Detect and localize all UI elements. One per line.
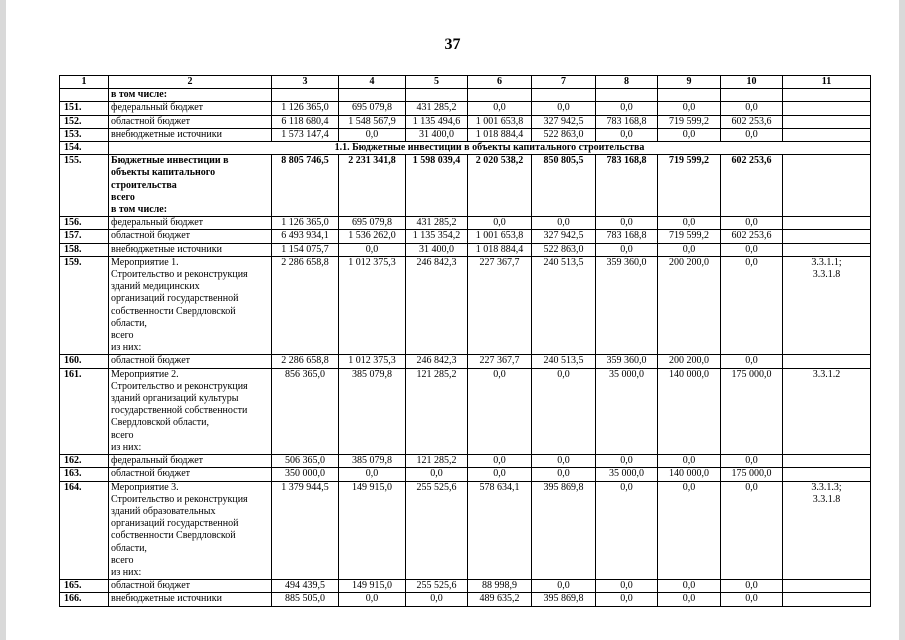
- row-number: 166.: [60, 593, 109, 606]
- value-cell: 0,0: [658, 243, 721, 256]
- value-cell: 8 805 746,5: [272, 155, 339, 217]
- table-row: [60, 142, 871, 155]
- value-cell: 0,0: [658, 580, 721, 593]
- value-cell: 602 253,6: [721, 230, 783, 243]
- value-cell: 431 285,2: [406, 217, 468, 230]
- value-cell: 506 365,0: [272, 455, 339, 468]
- value-cell: 489 635,2: [468, 593, 532, 606]
- row-name: [109, 115, 272, 128]
- value-cell: 2 286 658,8: [272, 355, 339, 368]
- value-cell: 2 020 538,2: [468, 155, 532, 217]
- row-number: 164.: [60, 481, 109, 580]
- value-cell: 88 998,9: [468, 580, 532, 593]
- value-cell: 0,0: [721, 243, 783, 256]
- value-cell: 395 869,8: [532, 593, 596, 606]
- target-ref-line: 3.3.1.8: [812, 493, 841, 505]
- value-cell: [532, 89, 596, 102]
- row-name: [109, 355, 272, 368]
- row-name-line: областной бюджет: [111, 355, 191, 367]
- value-cell: 35 000,0: [596, 368, 658, 454]
- table-row: [60, 455, 871, 468]
- value-cell: 850 805,5: [532, 155, 596, 217]
- value-cell: [721, 89, 783, 102]
- value-cell: 327 942,5: [532, 115, 596, 128]
- value-cell: 2 231 341,8: [339, 155, 406, 217]
- row-name-line: Свердловской области,: [111, 417, 209, 429]
- value-cell: 783 168,8: [596, 230, 658, 243]
- row-name-line: организаций государственной: [111, 293, 239, 305]
- row-name: [109, 230, 272, 243]
- value-cell: 0,0: [596, 102, 658, 115]
- page-number: 37: [444, 36, 461, 53]
- value-cell: 121 285,2: [406, 455, 468, 468]
- value-cell: 0,0: [468, 455, 532, 468]
- row-name: [109, 481, 272, 580]
- row-name-line: области,: [111, 317, 147, 329]
- value-cell: 140 000,0: [658, 468, 721, 481]
- row-name-line: федеральный бюджет: [111, 217, 204, 229]
- value-cell: 0,0: [721, 128, 783, 141]
- value-cell: 1 379 944,5: [272, 481, 339, 580]
- row-name-line: Бюджетные инвестиции в: [111, 155, 229, 167]
- value-cell: 0,0: [339, 243, 406, 256]
- row-number: 162.: [60, 455, 109, 468]
- column-header: 3: [272, 76, 339, 89]
- value-cell: 246 842,3: [406, 355, 468, 368]
- value-cell: 0,0: [339, 593, 406, 606]
- value-cell: 0,0: [721, 217, 783, 230]
- value-cell: 0,0: [596, 217, 658, 230]
- table-row: [60, 217, 871, 230]
- row-name-line: федеральный бюджет: [111, 455, 204, 467]
- value-cell: 149 915,0: [339, 580, 406, 593]
- value-cell: 0,0: [721, 580, 783, 593]
- target-ref: [783, 355, 871, 368]
- value-cell: 0,0: [406, 593, 468, 606]
- row-name-line: областной бюджет: [111, 115, 191, 127]
- value-cell: 0,0: [721, 355, 783, 368]
- column-header: 1: [60, 76, 109, 89]
- row-name-line: Мероприятие 2.: [111, 368, 179, 380]
- row-name: [109, 243, 272, 256]
- budget-table: [59, 75, 871, 607]
- row-number: 159.: [60, 256, 109, 355]
- row-name-line: внебюджетные источники: [111, 128, 222, 140]
- row-name: [109, 102, 272, 115]
- value-cell: 602 253,6: [721, 155, 783, 217]
- value-cell: 0,0: [658, 102, 721, 115]
- row-number: 160.: [60, 355, 109, 368]
- row-number: 154.: [60, 142, 109, 155]
- value-cell: 0,0: [468, 102, 532, 115]
- value-cell: 1 126 365,0: [272, 217, 339, 230]
- value-cell: 494 439,5: [272, 580, 339, 593]
- row-name-line: Строительство и реконструкция: [111, 493, 248, 505]
- value-cell: 522 863,0: [532, 243, 596, 256]
- value-cell: 140 000,0: [658, 368, 721, 454]
- table-row: [60, 155, 871, 217]
- value-cell: [468, 89, 532, 102]
- target-ref-line: 3.3.1.2: [812, 368, 841, 380]
- target-ref: [783, 256, 871, 355]
- table-row: [60, 580, 871, 593]
- value-cell: 1 001 653,8: [468, 230, 532, 243]
- value-cell: 200 200,0: [658, 355, 721, 368]
- row-name: [109, 256, 272, 355]
- row-number: [60, 89, 109, 102]
- value-cell: 31 400,0: [406, 243, 468, 256]
- column-header: 5: [406, 76, 468, 89]
- table-header-row: [60, 76, 871, 89]
- value-cell: 175 000,0: [721, 468, 783, 481]
- value-cell: 695 079,8: [339, 102, 406, 115]
- row-number: 155.: [60, 155, 109, 217]
- row-name-line: зданий организаций культуры: [111, 393, 239, 405]
- value-cell: 578 634,1: [468, 481, 532, 580]
- value-cell: 385 079,8: [339, 368, 406, 454]
- value-cell: 0,0: [721, 102, 783, 115]
- table-row: [60, 368, 871, 454]
- row-name-line: всего: [111, 429, 134, 441]
- target-ref-line: 3.3.1.3;: [811, 481, 842, 493]
- value-cell: 783 168,8: [596, 155, 658, 217]
- row-name-line: организаций государственной: [111, 518, 239, 530]
- value-cell: 0,0: [596, 128, 658, 141]
- target-ref: [783, 89, 871, 102]
- row-name-line: в том числе:: [111, 89, 168, 101]
- row-name-line: всего: [111, 330, 134, 342]
- row-number: 151.: [60, 102, 109, 115]
- value-cell: 0,0: [721, 455, 783, 468]
- column-header: 7: [532, 76, 596, 89]
- row-name-line: строительства: [111, 179, 177, 191]
- row-number: 152.: [60, 115, 109, 128]
- value-cell: 0,0: [721, 593, 783, 606]
- row-name-line: государственной собственности: [111, 405, 248, 417]
- row-name: [109, 217, 272, 230]
- value-cell: 6 493 934,1: [272, 230, 339, 243]
- section-heading: 1.1. Бюджетные инвестиции в объекты капитального строительства: [109, 142, 871, 155]
- table-row: [60, 481, 871, 580]
- row-name-line: из них:: [111, 342, 142, 354]
- table-row: [60, 102, 871, 115]
- table-row: [60, 355, 871, 368]
- table-body: [60, 76, 871, 607]
- target-ref: [783, 468, 871, 481]
- target-ref: [783, 128, 871, 141]
- target-ref-line: 3.3.1.8: [812, 269, 841, 281]
- value-cell: 200 200,0: [658, 256, 721, 355]
- row-name-line: зданий образовательных: [111, 505, 216, 517]
- table-row: [60, 243, 871, 256]
- document-page: [6, 0, 899, 640]
- row-number: 153.: [60, 128, 109, 141]
- row-name: [109, 368, 272, 454]
- target-ref: [783, 368, 871, 454]
- value-cell: 1 135 494,6: [406, 115, 468, 128]
- value-cell: 35 000,0: [596, 468, 658, 481]
- row-number: 156.: [60, 217, 109, 230]
- value-cell: 1 135 354,2: [406, 230, 468, 243]
- row-name-line: собственности Свердловской: [111, 305, 236, 317]
- value-cell: 885 505,0: [272, 593, 339, 606]
- column-header: 4: [339, 76, 406, 89]
- value-cell: 0,0: [596, 593, 658, 606]
- value-cell: 602 253,6: [721, 115, 783, 128]
- value-cell: 31 400,0: [406, 128, 468, 141]
- column-header: 6: [468, 76, 532, 89]
- value-cell: 1 012 375,3: [339, 256, 406, 355]
- value-cell: 0,0: [532, 368, 596, 454]
- value-cell: 719 599,2: [658, 230, 721, 243]
- target-ref: [783, 155, 871, 217]
- value-cell: 121 285,2: [406, 368, 468, 454]
- value-cell: 395 869,8: [532, 481, 596, 580]
- value-cell: 1 012 375,3: [339, 355, 406, 368]
- value-cell: 246 842,3: [406, 256, 468, 355]
- value-cell: 0,0: [339, 128, 406, 141]
- row-name-line: внебюджетные источники: [111, 593, 222, 605]
- value-cell: 719 599,2: [658, 115, 721, 128]
- value-cell: 255 525,6: [406, 481, 468, 580]
- target-ref: [783, 115, 871, 128]
- value-cell: 431 285,2: [406, 102, 468, 115]
- value-cell: 0,0: [406, 468, 468, 481]
- target-ref: [783, 580, 871, 593]
- value-cell: 1 598 039,4: [406, 155, 468, 217]
- row-name: [109, 128, 272, 141]
- value-cell: 149 915,0: [339, 481, 406, 580]
- row-name-line: областной бюджет: [111, 230, 191, 242]
- value-cell: 1 018 884,4: [468, 128, 532, 141]
- row-name-line: объекты капитального: [111, 167, 216, 179]
- row-number: 161.: [60, 368, 109, 454]
- value-cell: 227 367,7: [468, 256, 532, 355]
- value-cell: 783 168,8: [596, 115, 658, 128]
- row-name-line: Строительство и реконструкция: [111, 380, 248, 392]
- value-cell: 0,0: [658, 455, 721, 468]
- value-cell: 327 942,5: [532, 230, 596, 243]
- value-cell: 0,0: [339, 468, 406, 481]
- value-cell: 359 360,0: [596, 355, 658, 368]
- table-row: [60, 230, 871, 243]
- column-header: 9: [658, 76, 721, 89]
- value-cell: 0,0: [596, 455, 658, 468]
- value-cell: 175 000,0: [721, 368, 783, 454]
- row-number: 158.: [60, 243, 109, 256]
- target-ref: [783, 102, 871, 115]
- target-ref: [783, 455, 871, 468]
- value-cell: 1 573 147,4: [272, 128, 339, 141]
- value-cell: 522 863,0: [532, 128, 596, 141]
- row-name: [109, 455, 272, 468]
- table-row: [60, 89, 871, 102]
- row-name-line: собственности Свердловской: [111, 530, 236, 542]
- value-cell: [596, 89, 658, 102]
- row-name: [109, 155, 272, 217]
- value-cell: 0,0: [721, 256, 783, 355]
- target-ref: [783, 593, 871, 606]
- value-cell: 0,0: [658, 481, 721, 580]
- value-cell: 2 286 658,8: [272, 256, 339, 355]
- column-header: 2: [109, 76, 272, 89]
- table-row: [60, 256, 871, 355]
- value-cell: 0,0: [658, 593, 721, 606]
- table-row: [60, 468, 871, 481]
- value-cell: 856 365,0: [272, 368, 339, 454]
- row-number: 165.: [60, 580, 109, 593]
- value-cell: 1 154 075,7: [272, 243, 339, 256]
- value-cell: 0,0: [658, 217, 721, 230]
- value-cell: 719 599,2: [658, 155, 721, 217]
- value-cell: 0,0: [658, 128, 721, 141]
- row-name-line: Мероприятие 1.: [111, 256, 179, 268]
- value-cell: 227 367,7: [468, 355, 532, 368]
- value-cell: 0,0: [532, 102, 596, 115]
- target-ref: [783, 230, 871, 243]
- value-cell: 0,0: [721, 481, 783, 580]
- row-name: [109, 89, 272, 102]
- target-ref-line: 3.3.1.1;: [811, 256, 842, 268]
- row-name-line: внебюджетные источники: [111, 243, 222, 255]
- value-cell: 0,0: [468, 217, 532, 230]
- row-name-line: из них:: [111, 566, 142, 578]
- row-name-line: из них:: [111, 441, 142, 453]
- row-name-line: всего: [111, 554, 134, 566]
- value-cell: 240 513,5: [532, 355, 596, 368]
- row-number: 163.: [60, 468, 109, 481]
- column-header: 8: [596, 76, 658, 89]
- row-name-line: областной бюджет: [111, 468, 191, 480]
- value-cell: 350 000,0: [272, 468, 339, 481]
- value-cell: 1 126 365,0: [272, 102, 339, 115]
- value-cell: 1 536 262,0: [339, 230, 406, 243]
- column-header: 11: [783, 76, 871, 89]
- value-cell: 1 018 884,4: [468, 243, 532, 256]
- value-cell: 240 513,5: [532, 256, 596, 355]
- value-cell: 0,0: [532, 468, 596, 481]
- row-name-line: области,: [111, 542, 147, 554]
- value-cell: 0,0: [532, 217, 596, 230]
- value-cell: 0,0: [468, 368, 532, 454]
- table-row: [60, 593, 871, 606]
- row-name: [109, 593, 272, 606]
- value-cell: 695 079,8: [339, 217, 406, 230]
- value-cell: 0,0: [596, 243, 658, 256]
- target-ref: [783, 217, 871, 230]
- table-row: [60, 115, 871, 128]
- value-cell: 0,0: [596, 481, 658, 580]
- row-name: [109, 468, 272, 481]
- value-cell: 385 079,8: [339, 455, 406, 468]
- value-cell: 0,0: [532, 455, 596, 468]
- column-header: 10: [721, 76, 783, 89]
- row-number: 157.: [60, 230, 109, 243]
- value-cell: 6 118 680,4: [272, 115, 339, 128]
- row-name-line: зданий медицинских: [111, 281, 200, 293]
- target-ref: [783, 481, 871, 580]
- row-name-line: Строительство и реконструкция: [111, 269, 248, 281]
- value-cell: 1 001 653,8: [468, 115, 532, 128]
- value-cell: [339, 89, 406, 102]
- row-name-line: Мероприятие 3.: [111, 481, 179, 493]
- value-cell: 0,0: [596, 580, 658, 593]
- table-row: [60, 128, 871, 141]
- row-name-line: федеральный бюджет: [111, 102, 204, 114]
- value-cell: [406, 89, 468, 102]
- value-cell: 255 525,6: [406, 580, 468, 593]
- value-cell: 1 548 567,9: [339, 115, 406, 128]
- value-cell: [272, 89, 339, 102]
- row-name-line: областной бюджет: [111, 580, 191, 592]
- target-ref: [783, 243, 871, 256]
- value-cell: 359 360,0: [596, 256, 658, 355]
- value-cell: 0,0: [468, 468, 532, 481]
- row-name: [109, 580, 272, 593]
- value-cell: 0,0: [532, 580, 596, 593]
- row-name-line: в том числе:: [111, 204, 168, 216]
- value-cell: [658, 89, 721, 102]
- row-name-line: всего: [111, 191, 135, 203]
